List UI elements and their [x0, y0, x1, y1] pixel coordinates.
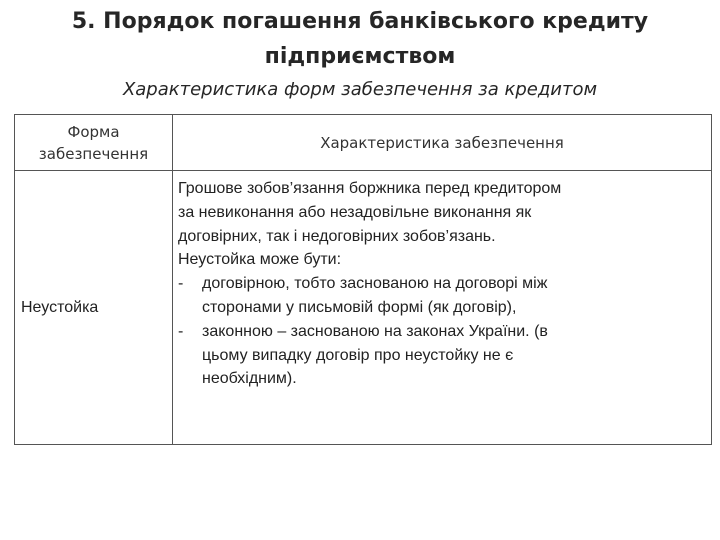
slide-title-line-2: підприємством — [264, 44, 456, 69]
slide-subtitle: Характеристика форм забезпечення за кредитом — [122, 79, 598, 100]
table-row — [15, 171, 712, 445]
header-form-line-1: Форма — [67, 122, 120, 141]
header-characteristic-cell: Характеристика забезпечення — [173, 115, 712, 171]
description-line: за невиконання або незадовільне виконання як — [178, 203, 532, 221]
table-header-row — [15, 115, 712, 171]
description-line: Неустойка може бути: — [178, 251, 342, 269]
bullet-line: необхідним). — [202, 370, 297, 388]
header-form-line-2: забезпечення — [38, 144, 149, 163]
bullet-line: цьому випадку договір про неустойку не є — [202, 346, 514, 364]
bullet-line: законною – заснованою на законах України. (в — [202, 322, 548, 340]
bullet-line: договірною, тобто заснованою на договорі між — [202, 275, 548, 293]
header-form-cell — [15, 115, 173, 171]
bullet-text — [202, 272, 547, 320]
bullet-legal — [178, 320, 707, 391]
row-description — [173, 171, 712, 445]
bullet-contractual — [178, 272, 707, 320]
collateral-table — [14, 114, 712, 445]
bullet-line: сторонами у письмовій формі (як договір), — [202, 298, 517, 316]
description-line: Грошове зобов’язання боржника перед кредитором — [178, 180, 562, 197]
bullet-text — [202, 320, 548, 391]
row-label-penalty: Неустойка — [15, 171, 173, 445]
slide-title-line-1: 5. Порядок погашення банківського кредиту — [71, 9, 649, 34]
bullet-marker: - — [178, 275, 184, 293]
description-line: договірних, так і недоговірних зобов’язань. — [178, 227, 496, 245]
slide-title — [40, 4, 680, 74]
bullet-marker: - — [178, 322, 184, 340]
